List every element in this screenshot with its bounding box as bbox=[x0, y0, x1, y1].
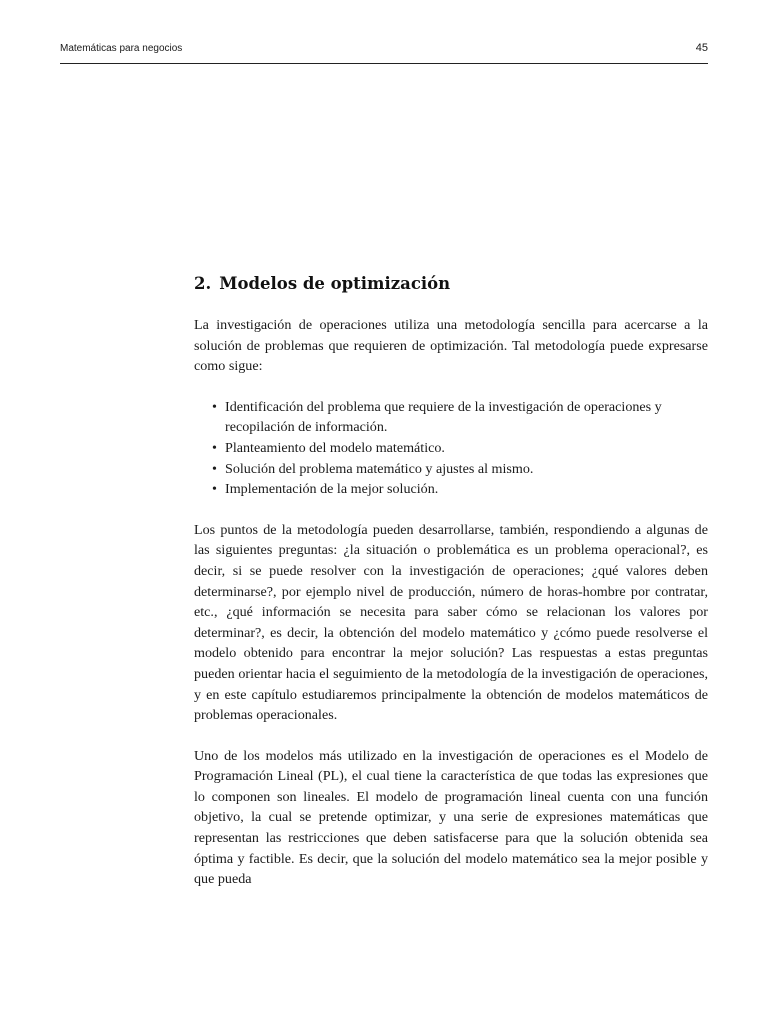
methodology-list bbox=[194, 397, 708, 500]
list-item-text: Planteamiento del modelo matemático. bbox=[225, 439, 445, 456]
section-title: Modelos de optimización bbox=[219, 274, 451, 293]
list-item bbox=[194, 397, 708, 438]
paragraph-methodology: Los puntos de la metodología pueden desarrollarse, también, respondiendo a algunas de las siguientes preguntas: ¿la situación o problemática es un problema operacional?, es decir, si se puede resolver con la investigación de operaciones; ¿qué valores deben determinarse?, por ejemplo nivel de producción, número de horas-hombre por contratar, etc., ¿qué información se necesita para saber cómo se relacionan los valores por determinar?, es decir, la obtención del modelo matemático y ¿cómo puede resolverse el modelo obtenido para encontrar la mejor solución? Las respuestas a estas preguntas pueden orientar hacia el seguimiento de la metodología de la investigación de operaciones, y en este capítulo estudiaremos principalmente la obtención de modelos matemáticos de problemas operacionales. bbox=[194, 521, 708, 724]
running-header bbox=[60, 40, 708, 64]
book-title: Matemáticas para negocios bbox=[60, 43, 183, 54]
bullet-glyph: • bbox=[212, 439, 217, 456]
bullet-glyph: • bbox=[212, 460, 217, 477]
page-number: 45 bbox=[695, 42, 708, 54]
paragraph-linear-programming: Uno de los modelos más utilizado en la investigación de operaciones es el Modelo de Programación Lineal (PL), el cual tiene la característica de que todas las expresiones que lo componen son lineales. El modelo de programación lineal cuenta con una función objetivo, la cual se pretende optimizar, y una serie de expresiones matemáticas que representan las restricciones que deben satisfacerse para que la solución obtenida sea óptima y factible. Es decir, que la solución del modelo matemático sea la mejor posible y que pueda bbox=[194, 747, 708, 888]
list-item bbox=[194, 438, 708, 459]
bullet-glyph: • bbox=[212, 398, 217, 415]
list-item bbox=[194, 459, 708, 480]
paragraph-intro: La investigación de operaciones utiliza una metodología sencilla para acercarse a la solución de problemas que requieren de optimización. Tal metodología puede expresarse como sigue: bbox=[194, 317, 708, 375]
list-item-text: Solución del problema matemático y ajustes al mismo. bbox=[225, 460, 534, 477]
page-content bbox=[194, 272, 708, 890]
section-number: 2. bbox=[194, 274, 212, 293]
list-item-text: Implementación de la mejor solución. bbox=[225, 481, 439, 498]
bullet-glyph: • bbox=[212, 481, 217, 498]
list-item bbox=[194, 479, 708, 500]
list-item-text: Identificación del problema que requiere de la investigación de operaciones y recopilación de información. bbox=[225, 398, 662, 436]
section-heading bbox=[194, 272, 708, 296]
